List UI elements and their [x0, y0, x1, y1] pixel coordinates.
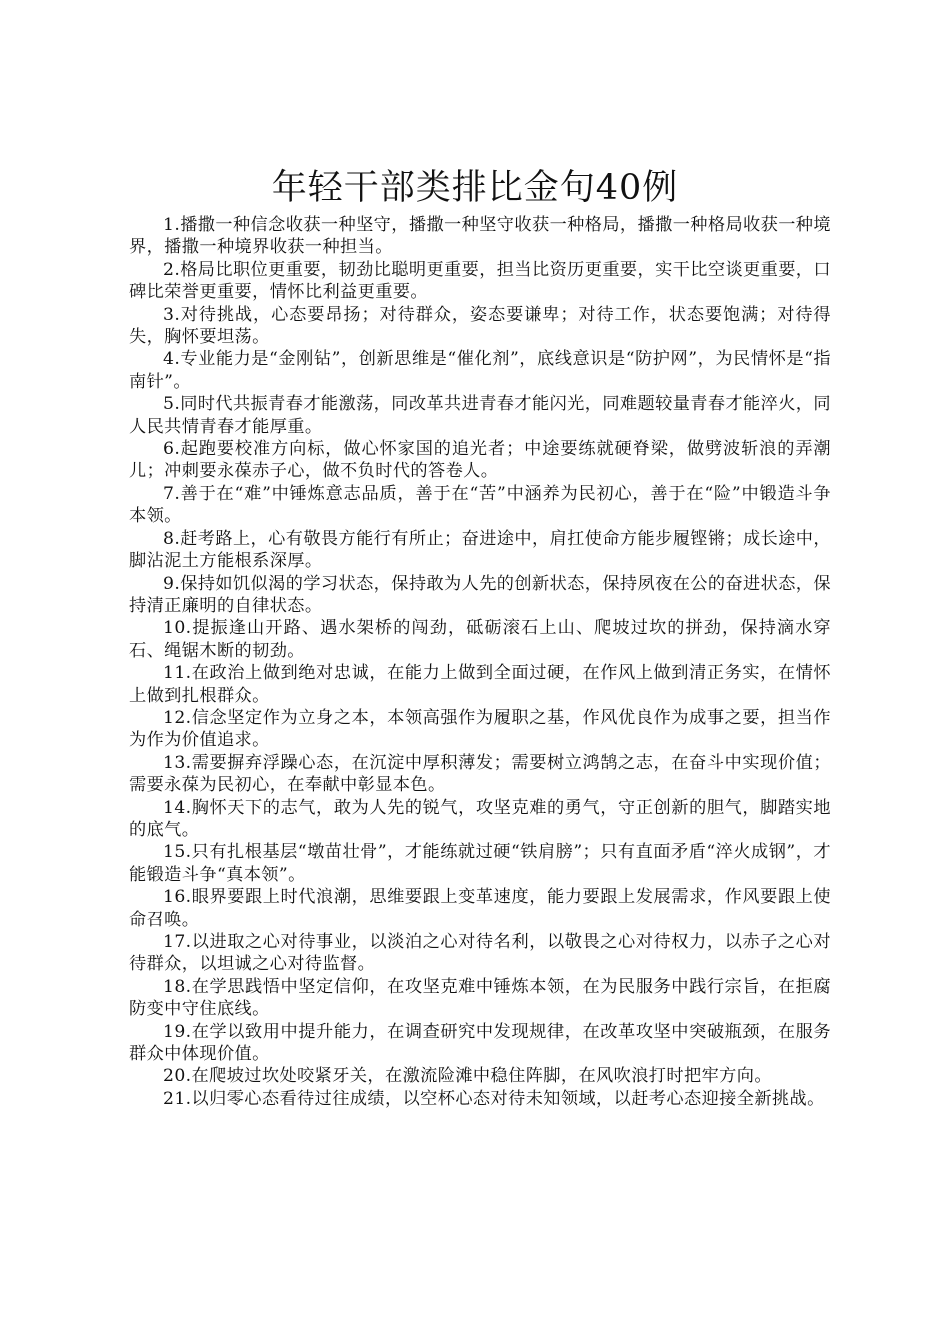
list-item: 21.以归零心态看待过往成绩，以空杯心态对待未知领域，以赶考心态迎接全新挑战。	[163, 1088, 825, 1109]
list-item: 11.在政治上做到绝对忠诚，在能力上做到全面过硬，在作风上做到清正务实，在情怀上做到扎根群众。	[129, 663, 831, 706]
list-item: 19.在学以致用中提升能力，在调查研究中发现规律，在改革攻坚中突破瓶颈，在服务群众中体现价值。	[129, 1021, 831, 1065]
list-item: 3.对待挑战，心态要昂扬；对待群众，姿态要谦卑；对待工作，状态要饱满；对待得失，胸怀要坦荡。	[129, 304, 831, 348]
list-item: 9.保持如饥似渴的学习状态，保持敢为人先的创新状态，保持夙夜在公的奋进状态，保持清正廉明的自律状态。	[129, 573, 831, 616]
list-item: 14.胸怀天下的志气，敢为人先的锐气，攻坚克难的勇气，守正创新的胆气，脚踏实地的底气。	[129, 797, 831, 840]
document-title: 年轻干部类排比金句40例	[271, 168, 679, 208]
list-item: 2.格局比职位更重要，韧劲比聪明更重要，担当比资历更重要，实干比空谈更重要，口碑比荣誉更重要，情怀比利益更重要。	[129, 259, 831, 303]
list-item: 10.提振逢山开路、遇水架桥的闯劲，砥砺滚石上山、爬坡过坎的拼劲，保持滴水穿石、绳锯木断的韧劲。	[129, 618, 831, 661]
document-body	[129, 214, 831, 1110]
list-item: 7.善于在“难”中锤炼意志品质，善于在“苦”中涵养为民初心，善于在“险”中锻造斗争本领。	[129, 483, 831, 527]
list-item: 5.同时代共振青春才能激荡，同改革共进青春才能闪光，同难题较量青春才能淬火，同人民共情青春才能厚重。	[129, 394, 831, 437]
list-item: 4.专业能力是“金刚钻”，创新思维是“催化剂”，底线意识是“防护网”，为民情怀是“指南针”。	[129, 349, 831, 392]
list-item: 17.以进取之心对待事业，以淡泊之心对待名利，以敬畏之心对待权力，以赤子之心对待群众，以坦诚之心对待监督。	[129, 932, 831, 975]
list-item: 15.只有扎根基层“墩苗壮骨”，才能练就过硬“铁肩膀”；只有直面矛盾“淬火成钢”，才能锻造斗争“真本领”。	[129, 842, 831, 885]
list-item: 20.在爬坡过坎处咬紧牙关，在激流险滩中稳住阵脚，在风吹浪打时把牢方向。	[163, 1066, 772, 1087]
list-item: 18.在学思践悟中坚定信仰，在攻坚克难中锤炼本领，在为民服务中践行宗旨，在拒腐防变中守住底线。	[129, 976, 831, 1020]
list-item: 16.眼界要跟上时代浪潮，思维要跟上变革速度，能力要跟上发展需求，作风要跟上使命召唤。	[129, 887, 831, 930]
list-item: 12.信念坚定作为立身之本，本领高强作为履职之基，作风优良作为成事之要，担当作为作为价值追求。	[129, 707, 831, 751]
list-item: 8.赶考路上，心有敬畏方能行有所止；奋进途中，肩扛使命方能步履铿锵；成长途中，脚沾泥土方能根系深厚。	[129, 528, 831, 572]
list-item: 6.起跑要校准方向标，做心怀家国的追光者；中途要练就硬脊梁，做劈波斩浪的弄潮儿；冲刺要永葆赤子心，做不负时代的答卷人。	[129, 439, 831, 482]
list-item: 1.播撒一种信念收获一种坚守，播撒一种坚守收获一种格局，播撒一种格局收获一种境界，播撒一种境界收获一种担当。	[129, 215, 831, 258]
list-item: 13.需要摒弃浮躁心态，在沉淀中厚积薄发；需要树立鸿鹄之志，在奋斗中实现价值；需要永葆为民初心，在奉献中彰显本色。	[129, 752, 831, 796]
